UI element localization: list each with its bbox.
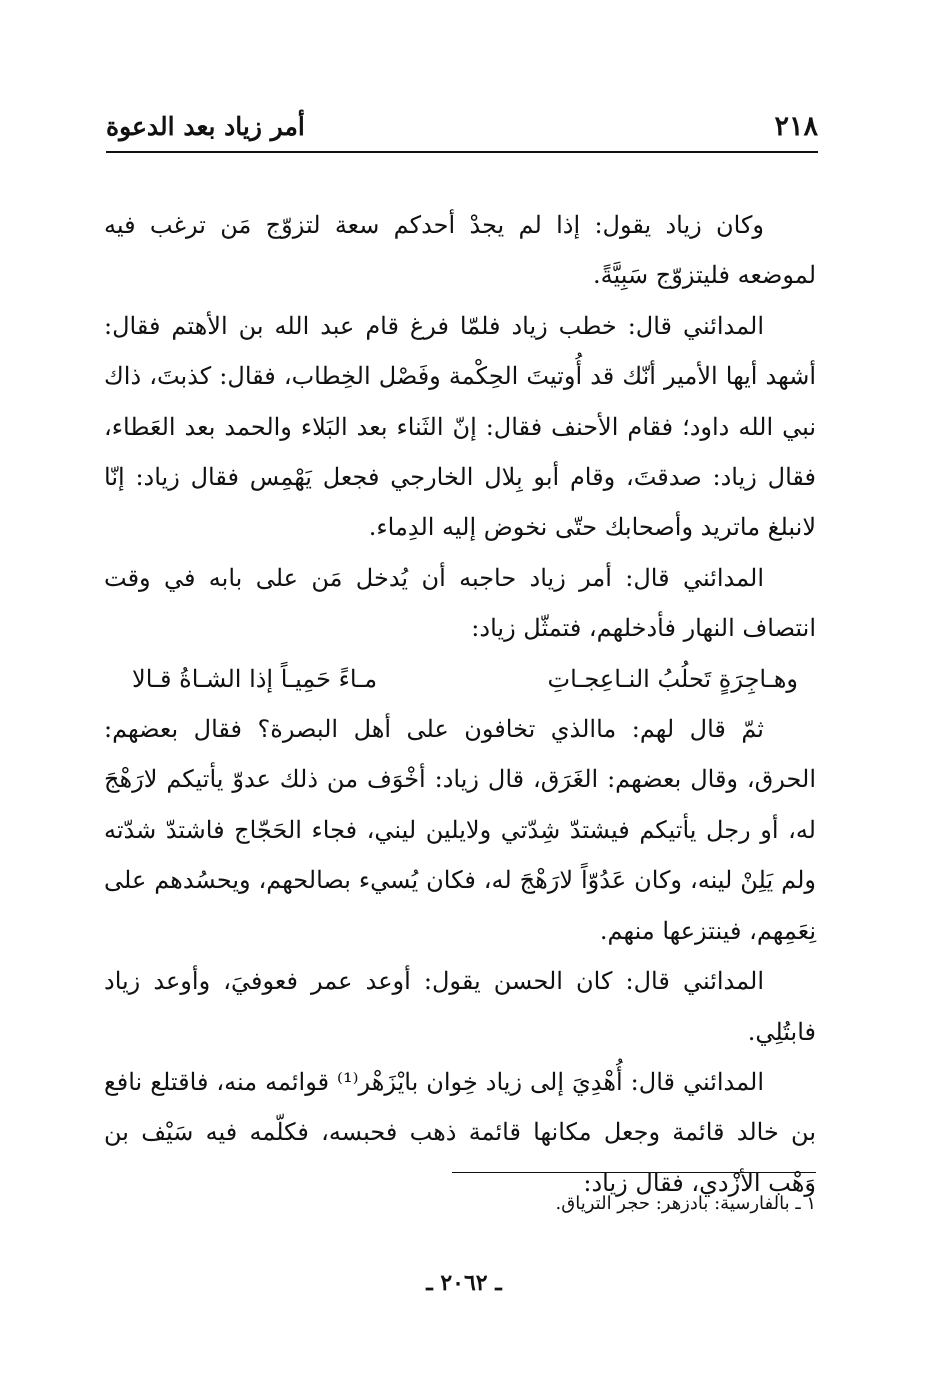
paragraph: المدائني قال: أُهْدِيَ إلى زياد خِوان بايْزَهْر⁽¹⁾ قوائمه منه، فاقتلع نافع بن خالد قائمة وجعل مكانها قائمة ذهب فحبسه، فكلّمه فيه سَيْف بن وَهْب الأزْدي، فقال زياد: [104,1067,816,1197]
running-header [106,108,818,152]
poetry-verse [104,654,816,704]
verse-first-hemistich: وهـاجِرَةٍ تَحلُبُ النـاعِجـاتِ [547,664,798,693]
header-divider [106,151,818,153]
paragraph: المدائني قال: أمر زياد حاجبه أن يُدخل مَن على بابه في وقت انتصاف النهار فأدخلهم، فتمثّل زياد: [104,563,816,643]
verse-second-hemistich: مـاءً حَمِيـاً إذا الشـاةُ قـالا [132,664,378,693]
footer-page-number: ـ ٢٠٦٢ ـ [426,1270,502,1296]
paragraph: وكان زياد يقول: إذا لم يجدْ أحدكم سعة لتزوّج مَن ترغب فيه لموضعه فليتزوّج سَبِيَّةً. [104,211,816,290]
header-title: أمر زياد بعد الدعوة [106,112,305,141]
footnote: ١ ـ بالفارسية: بادزهر: حجر الترياق. [555,1193,816,1214]
main-text [104,200,816,1208]
paragraph: المدائني قال: خطب زياد فلمّا فرغ قام عبد الله بن الأهتم فقال: أشهد أيها الأمير أنّك قد أُوتيتَ الحِكْمة وفَصْل الخِطاب، فقال: كذبتَ، ذاك نبي الله داود؛ فقام الأحنف فقال: إنّ الثَناء بعد البَلاء والحمد بعد العَطاء، فقال زياد: صدقتَ، وقام أبو بِلال الخارجي فجعل يَهْمِس فقال زياد: إنّا لانبلغ ماتريد وأصحابك حتّى نخوض إليه الدِماء. [104,311,817,542]
paragraph: ثمّ قال لهم: ماالذي تخافون على أهل البصرة؟ فقال بعضهم: الحرق، وقال بعضهم: الغَرَق، قال زياد: أخْوَف من ذلك عدوّ يأتيكم لارَهْجَ له، أو رجل يأتيكم فيشتدّ شِدّتي ولايلين ليني، فجاء الحَجّاج فاشتدّ شدّته ولم يَلِنْ لينه، وكان عَدُوّاً لارَهْجَ له، فكان يُسيء بصالحهم، ويحسُدهم على نِعَمِهم، فينتزعها منهم. [104,715,816,945]
footnote-divider [452,1172,816,1173]
header-page-number: ٢١٨ [774,111,818,142]
paragraph: المدائني قال: كان الحسن يقول: أوعد عمر فعوفيَ، وأوعد زياد فابتُلِي. [104,967,816,1046]
